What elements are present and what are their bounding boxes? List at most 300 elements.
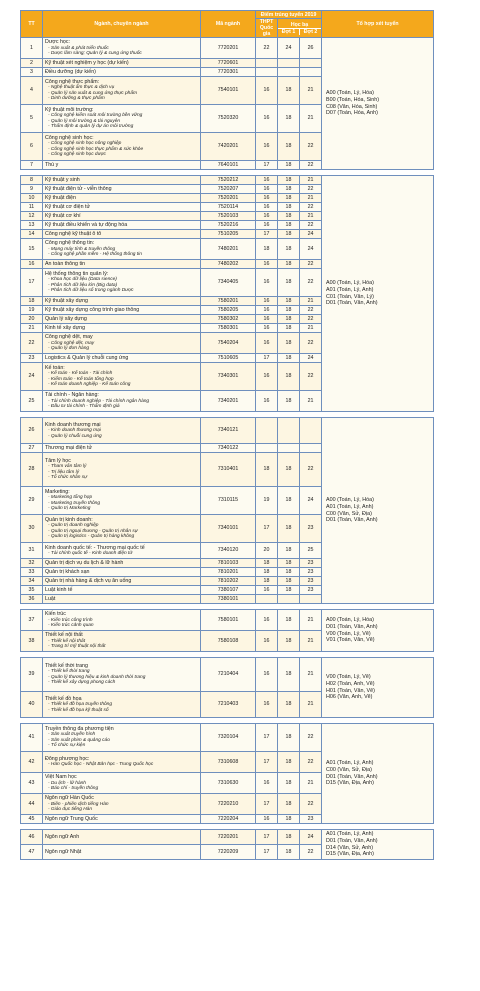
major-name: Thương mại điện tử [45, 444, 93, 451]
major-name: Quản trị nhà hàng & dịch vụ ăn uống [45, 577, 132, 584]
major-name: Kỹ thuật cơ điện tử [45, 203, 91, 210]
major-name: Quản trị dịch vụ du lịch & lữ hành [45, 559, 124, 566]
combo-item: V00 (Toán, Lý, Vẽ) [326, 674, 371, 681]
major-code: 7340120 [201, 543, 256, 559]
score-thpt [256, 595, 278, 604]
major-name: Luật [45, 595, 56, 602]
major-cell [43, 559, 201, 568]
header-major: Ngành, chuyên ngành [43, 11, 201, 38]
row-number: 44 [21, 794, 43, 815]
specialization: - Công nghệ dệt, may [48, 340, 95, 346]
major-cell [43, 692, 201, 718]
table-row [21, 830, 434, 845]
score-hocba-dot2: 22 [300, 315, 322, 324]
major-code: 7580205 [201, 306, 256, 315]
combo-item: B00 (Toán, Hóa, Sinh) [326, 96, 380, 103]
major-cell [43, 269, 201, 297]
specialization: - Quản trị ngoại thương - Quản trị nhân sự [48, 528, 138, 534]
major-cell [43, 631, 201, 652]
combo-item: V01 (Toán, Văn, Vẽ) [326, 637, 375, 644]
score-hocba-dot1: 18 [278, 658, 300, 692]
combo-item: H06 (Văn, Anh, Vẽ) [326, 694, 373, 701]
score-hocba-dot2: 22 [300, 794, 322, 815]
major-code: 7310401 [201, 453, 256, 487]
major-code: 7380101 [201, 595, 256, 604]
combo-item: C01 (Toán, Văn, Lý) [326, 293, 374, 300]
combo-cell [322, 830, 434, 860]
score-thpt: 16 [256, 815, 278, 824]
row-number: 39 [21, 658, 43, 692]
score-thpt: 16 [256, 773, 278, 794]
specialization: - Tham vấn tâm lý [48, 464, 87, 470]
combo-cell [322, 658, 434, 718]
score-hocba-dot2: 21 [300, 176, 322, 185]
table-row [21, 658, 434, 692]
major-name: Kỹ thuật y sinh [45, 176, 80, 183]
major-name: Marketing: [45, 489, 70, 495]
score-hocba-dot2: 24 [300, 830, 322, 845]
score-hocba-dot2: 21 [300, 77, 322, 105]
score-thpt [256, 444, 278, 453]
combo-cell [322, 724, 434, 824]
score-thpt: 20 [256, 543, 278, 559]
major-name: An toàn thông tin [45, 260, 86, 267]
score-hocba-dot2: 23 [300, 815, 322, 824]
combo-item: A00 (Toán, Lý, Hóa) [326, 497, 374, 504]
major-code: 7720601 [201, 59, 256, 68]
major-code: 7520207 [201, 185, 256, 194]
score-hocba-dot2: 24 [300, 354, 322, 363]
score-hocba-dot2 [300, 595, 322, 604]
score-hocba-dot1 [278, 418, 300, 444]
score-hocba-dot2: 23 [300, 559, 322, 568]
specialization: - Trị liệu tâm lý [48, 469, 80, 475]
major-code: 7520201 [201, 194, 256, 203]
score-hocba-dot2: 24 [300, 239, 322, 260]
row-number: 46 [21, 830, 43, 845]
major-code: 7310608 [201, 752, 256, 773]
specialization: - Quản lý thương hiệu & kinh doanh thời trang [48, 674, 146, 680]
row-number: 41 [21, 724, 43, 752]
specialization: - Kiến trúc cảnh quan [48, 623, 94, 629]
row-number: 8 [21, 176, 43, 185]
major-code: 7220201 [201, 830, 256, 845]
score-thpt: 17 [256, 724, 278, 752]
major-code: 7340405 [201, 269, 256, 297]
score-hocba-dot2: 22 [300, 133, 322, 161]
header-combo: Tổ hợp xét tuyển [322, 11, 434, 38]
major-name: Kinh doanh quốc tế: - Thương mại quốc tế [45, 544, 145, 551]
score-hocba-dot1 [278, 59, 300, 68]
row-number: 36 [21, 595, 43, 604]
combo-item: H02 (Toán, Anh, Vẽ) [326, 680, 375, 687]
combo-item: A00 (Toán, Lý, Hóa) [326, 617, 374, 624]
major-code: 7580108 [201, 631, 256, 652]
major-code: 7580301 [201, 324, 256, 333]
specialization: - Thiết kế xây dựng phong cách [48, 680, 116, 686]
specialization: - Du lịch - lữ hành [48, 780, 86, 786]
score-hocba-dot2 [300, 59, 322, 68]
score-thpt: 18 [256, 568, 278, 577]
row-number: 24 [21, 363, 43, 391]
score-thpt: 18 [256, 239, 278, 260]
major-name: Kỹ thuật xây dựng [45, 297, 89, 304]
major-name: Kinh doanh thương mại [45, 421, 101, 428]
major-cell [43, 595, 201, 604]
major-code: 7520103 [201, 212, 256, 221]
major-cell [43, 658, 201, 692]
combo-item: D01 (Toán, Văn, Anh) [326, 837, 378, 844]
major-name: Dược học: [45, 39, 70, 46]
row-number: 7 [21, 161, 43, 170]
major-code: 7220210 [201, 794, 256, 815]
specialization: - Đầu tư tài chính - Thẩm định giá [48, 404, 120, 410]
combo-item: D15 (Văn, Địa, Anh) [326, 851, 374, 858]
combo-item: D01 (Toán, Văn, Anh) [326, 300, 378, 307]
score-hocba-dot1: 18 [278, 610, 300, 631]
major-cell [43, 239, 201, 260]
row-number: 26 [21, 418, 43, 444]
score-hocba-dot2: 22 [300, 453, 322, 487]
score-thpt: 17 [256, 515, 278, 543]
specialization: - Quản trị doanh nghiệp [48, 523, 99, 529]
header-score-group: Điểm trúng tuyển 2019 [256, 11, 322, 19]
admission-table-container [20, 10, 433, 860]
specialization: - Kế toán - Kế toán - Tài chính [48, 371, 113, 377]
major-name: Kinh tế xây dựng [45, 324, 86, 331]
score-hocba-dot2: 21 [300, 631, 322, 652]
score-thpt: 16 [256, 324, 278, 333]
major-cell [43, 59, 201, 68]
major-code: 7720301 [201, 68, 256, 77]
major-name: Thiết kế thời trang [45, 663, 88, 669]
specialization: - Kế toán doanh nghiệp - Kế toán công [48, 382, 131, 388]
major-code: 7220204 [201, 815, 256, 824]
score-thpt: 16 [256, 105, 278, 133]
header-tt: TT [21, 11, 43, 38]
row-number: 21 [21, 324, 43, 333]
row-number: 38 [21, 631, 43, 652]
score-thpt: 16 [256, 363, 278, 391]
score-hocba-dot1: 18 [278, 230, 300, 239]
score-hocba-dot2: 22 [300, 221, 322, 230]
specialization: - Quản lý môi trường & tài nguyên [48, 118, 121, 124]
major-name: Thú y [45, 161, 59, 168]
header-dot1: Đợt 1 [278, 29, 300, 35]
specialization: - Hàn Quốc học - Nhật Bản học - Trung Quốc học [48, 762, 154, 768]
major-cell [43, 185, 201, 194]
score-thpt [256, 68, 278, 77]
specialization: - Thiết kế thời trang [48, 669, 90, 675]
row-number: 33 [21, 568, 43, 577]
major-cell [43, 176, 201, 185]
score-hocba-dot1: 18 [278, 515, 300, 543]
score-thpt: 16 [256, 610, 278, 631]
major-cell [43, 315, 201, 324]
major-name: Quản trị khách sạn [45, 568, 90, 575]
specialization: - Phân tích dữ liệu số trong ngành Dược [48, 288, 134, 294]
score-hocba-dot1: 18 [278, 692, 300, 718]
major-cell [43, 610, 201, 631]
specialization: - Nghệ thuật ẩm thực & dịch vụ [48, 85, 115, 91]
major-cell [43, 333, 201, 354]
specialization: - Thiết kế đồ họa kỹ thuật số [48, 707, 109, 713]
major-name: Điều dưỡng (dự kiến) [45, 68, 96, 75]
specialization: - Thiết kế nội thất [48, 638, 86, 644]
row-number: 40 [21, 692, 43, 718]
specialization: - Tổ chức nhân sự [48, 475, 88, 481]
major-cell [43, 577, 201, 586]
major-name: Kế toán: [45, 365, 65, 371]
major-cell [43, 212, 201, 221]
header-thpt: THPT Quốc gia [256, 19, 278, 38]
specialization: - Công nghệ phần mềm - Hệ thống thông tin [48, 252, 142, 258]
specialization: - Marketing truyền thông [48, 500, 100, 506]
score-thpt: 16 [256, 692, 278, 718]
score-hocba-dot1: 18 [278, 391, 300, 412]
row-number: 13 [21, 221, 43, 230]
major-name: Kiến trúc [45, 611, 66, 618]
major-cell [43, 297, 201, 306]
major-cell [43, 133, 201, 161]
major-name: Kỹ thuật điện [45, 194, 76, 201]
score-hocba-dot1: 18 [278, 133, 300, 161]
score-hocba-dot2: 22 [300, 306, 322, 315]
score-hocba-dot2: 24 [300, 487, 322, 515]
header-code: Mã ngành [201, 11, 256, 38]
score-hocba-dot2: 21 [300, 773, 322, 794]
score-thpt: 16 [256, 77, 278, 105]
combo-item: C00 (Văn, Sử, Địa) [326, 766, 372, 773]
row-number: 14 [21, 230, 43, 239]
major-cell [43, 68, 201, 77]
major-name: Công nghệ thông tin: [45, 240, 95, 247]
row-number: 37 [21, 610, 43, 631]
score-hocba-dot1: 18 [278, 194, 300, 203]
score-thpt: 18 [256, 559, 278, 568]
score-thpt: 17 [256, 354, 278, 363]
major-name: Công nghệ sinh học: [45, 135, 94, 141]
row-number: 16 [21, 260, 43, 269]
combo-item: A01 (Toán, Lý, Anh) [326, 503, 374, 510]
score-hocba-dot2: 21 [300, 194, 322, 203]
major-name: Ngôn ngữ Hàn Quốc [45, 795, 94, 802]
combo-item: D15 (Văn, Địa, Anh) [326, 780, 374, 787]
specialization: - Quản trị Marketing [48, 506, 91, 512]
score-hocba-dot1: 18 [278, 77, 300, 105]
score-hocba-dot2: 22 [300, 269, 322, 297]
score-hocba-dot1: 18 [278, 269, 300, 297]
major-name: Kỹ thuật điện tử - viễn thông [45, 185, 112, 192]
major-code: 7210404 [201, 658, 256, 692]
major-cell [43, 418, 201, 444]
header-hocba-label: Học bạ [278, 22, 321, 29]
specialization: - Mạng máy tính & truyền thông [48, 246, 116, 252]
combo-cell [322, 610, 434, 652]
score-hocba-dot2: 22 [300, 845, 322, 860]
specialization: - Công nghệ sinh học dược [48, 152, 106, 158]
score-hocba-dot1: 18 [278, 586, 300, 595]
score-thpt: 17 [256, 752, 278, 773]
major-name: Luật kinh tế [45, 586, 73, 593]
score-hocba-dot2: 21 [300, 324, 322, 333]
score-hocba-dot1: 18 [278, 794, 300, 815]
major-cell [43, 794, 201, 815]
score-thpt: 16 [256, 185, 278, 194]
specialization: - Phân tích dữ liệu lớn (Big data) [48, 282, 118, 288]
score-thpt: 16 [256, 221, 278, 230]
major-cell [43, 752, 201, 773]
row-number: 31 [21, 543, 43, 559]
major-name: Kỹ thuật cơ khí [45, 212, 81, 219]
row-number: 2 [21, 59, 43, 68]
score-thpt: 16 [256, 391, 278, 412]
score-hocba-dot2: 22 [300, 260, 322, 269]
score-hocba-dot2: 22 [300, 185, 322, 194]
score-hocba-dot1: 18 [278, 333, 300, 354]
specialization: - Báo chí - truyền thông [48, 786, 99, 792]
score-hocba-dot1: 18 [278, 543, 300, 559]
admission-table [20, 10, 434, 860]
major-code: 7480201 [201, 239, 256, 260]
major-cell [43, 38, 201, 59]
score-hocba-dot2: 21 [300, 658, 322, 692]
major-name: Công nghệ dệt, may [45, 334, 93, 341]
row-number: 20 [21, 315, 43, 324]
major-code: 7340101 [201, 515, 256, 543]
score-hocba-dot1: 18 [278, 105, 300, 133]
score-hocba-dot2: 24 [300, 230, 322, 239]
score-hocba-dot2 [300, 68, 322, 77]
row-number: 30 [21, 515, 43, 543]
major-name: Việt Nam học [45, 774, 77, 781]
score-hocba-dot1: 18 [278, 568, 300, 577]
combo-item: V00 (Toán, Lý, Vẽ) [326, 630, 371, 637]
score-thpt: 22 [256, 38, 278, 59]
major-cell [43, 845, 201, 860]
score-hocba-dot1: 18 [278, 212, 300, 221]
row-number: 17 [21, 269, 43, 297]
specialization: - Tổ chức sự kiện [48, 743, 86, 749]
score-thpt: 16 [256, 203, 278, 212]
row-number: 23 [21, 354, 43, 363]
score-hocba-dot2: 22 [300, 333, 322, 354]
row-number: 10 [21, 194, 43, 203]
row-number: 11 [21, 203, 43, 212]
specialization: - Quản trị logistics - Quản trị hàng không [48, 534, 135, 540]
row-number: 29 [21, 487, 43, 515]
combo-item: D01 (Toán, Văn, Anh) [326, 623, 378, 630]
combo-item: A01 (Toán, Lý, Anh) [326, 286, 374, 293]
score-thpt: 16 [256, 260, 278, 269]
major-code: 7480202 [201, 260, 256, 269]
major-code: 7720201 [201, 38, 256, 59]
major-name: Tài chính - Ngân hàng: [45, 392, 99, 399]
major-code: 7580302 [201, 315, 256, 324]
specialization: - Thiết kế đồ họa truyền thông [48, 702, 112, 707]
row-number: 1 [21, 38, 43, 59]
combo-item: A00 (Toán, Lý, Hóa) [326, 90, 374, 97]
major-name: Ngôn ngữ Trung Quốc [45, 815, 98, 822]
score-thpt: 16 [256, 133, 278, 161]
specialization: - Sản xuất truyền hình [48, 732, 96, 738]
row-number: 47 [21, 845, 43, 860]
score-hocba-dot2: 23 [300, 515, 322, 543]
score-thpt: 16 [256, 212, 278, 221]
score-thpt: 18 [256, 453, 278, 487]
major-code: 7340122 [201, 444, 256, 453]
major-code: 7540204 [201, 333, 256, 354]
score-hocba-dot2 [300, 444, 322, 453]
combo-item: C00 (Văn, Sử, Địa) [326, 510, 372, 517]
specialization: - Tài chính quốc tế - Kinh doanh điện tử [48, 550, 133, 556]
score-hocba-dot1: 24 [278, 38, 300, 59]
combo-cell [322, 418, 434, 604]
major-name: Công nghệ kỹ thuật ô tô [45, 230, 102, 237]
major-code: 7810201 [201, 568, 256, 577]
row-number: 27 [21, 444, 43, 453]
row-number: 18 [21, 297, 43, 306]
score-thpt: 16 [256, 194, 278, 203]
major-code: 7810202 [201, 577, 256, 586]
major-name: Kỹ thuật môi trường: [45, 107, 94, 113]
score-hocba-dot1: 18 [278, 176, 300, 185]
major-code: 7210403 [201, 692, 256, 718]
score-hocba-dot1 [278, 444, 300, 453]
major-code: 7340201 [201, 391, 256, 412]
score-thpt [256, 59, 278, 68]
major-name: Đông phương học: [45, 756, 90, 763]
header-hocba [278, 19, 322, 38]
score-hocba-dot1: 18 [278, 773, 300, 794]
combo-item: H01 (Toán, Văn, Vẽ) [326, 687, 375, 694]
score-hocba-dot1: 18 [278, 815, 300, 824]
major-cell [43, 773, 201, 794]
major-cell [43, 391, 201, 412]
combo-item: D01 (Toán, Văn, Anh) [326, 773, 378, 780]
major-name: Kỹ thuật xây dựng công trình giao thông [45, 306, 140, 313]
specialization: - Kiểm toán - Kế toán tổng hợp [48, 376, 114, 382]
score-hocba-dot2: 21 [300, 297, 322, 306]
major-cell [43, 444, 201, 453]
row-number: 22 [21, 333, 43, 354]
major-name: Ngôn ngữ Anh [45, 833, 80, 840]
specialization: - Sản xuất & phát triển thuốc [48, 45, 109, 51]
major-code: 7580201 [201, 297, 256, 306]
major-name: Truyền thông đa phương tiện [45, 726, 114, 732]
score-hocba-dot2: 22 [300, 203, 322, 212]
combo-item: C08 (Văn, Hóa, Sinh) [326, 103, 378, 110]
row-number: 35 [21, 586, 43, 595]
major-cell [43, 724, 201, 752]
combo-item: A00 (Toán, Lý, Hóa) [326, 280, 374, 287]
score-thpt: 16 [256, 297, 278, 306]
score-thpt: 16 [256, 333, 278, 354]
score-hocba-dot1 [278, 68, 300, 77]
score-hocba-dot1: 18 [278, 363, 300, 391]
major-cell [43, 260, 201, 269]
row-number: 28 [21, 453, 43, 487]
major-code: 7220209 [201, 845, 256, 860]
table-row [21, 610, 434, 631]
header-dot2: Đợt 2 [303, 28, 318, 35]
specialization: - Quản lý sản xuất & cung ứng thực phẩm [48, 90, 138, 96]
specialization: - Trang trí mỹ thuật nội thất [48, 644, 106, 650]
major-name: Công nghệ thực phẩm: [45, 79, 100, 85]
score-thpt: 16 [256, 306, 278, 315]
score-thpt: 16 [256, 176, 278, 185]
specialization: - Kiến trúc công trình [48, 617, 93, 623]
